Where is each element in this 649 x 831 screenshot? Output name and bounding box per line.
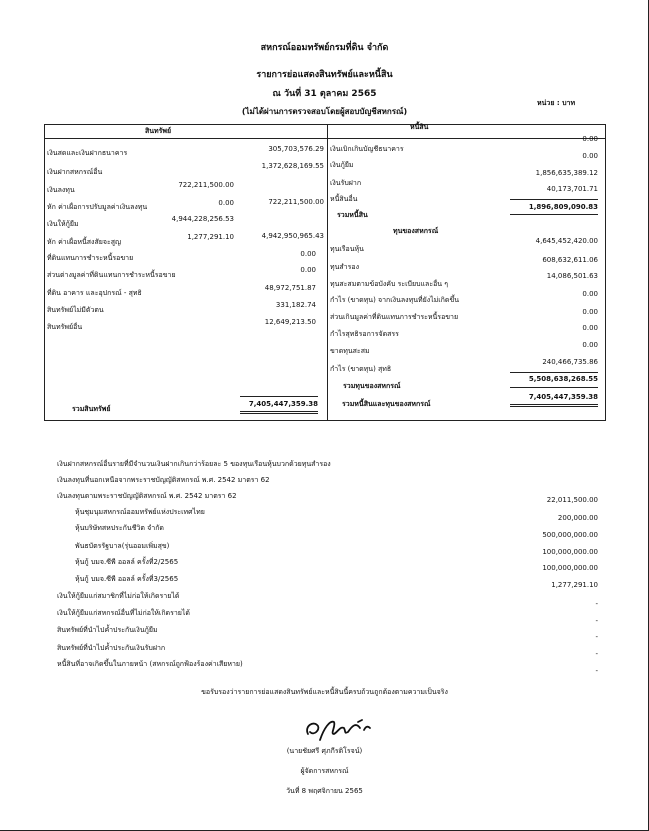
liabilities-total-value: 1,896,809,090.83 (528, 203, 598, 211)
assets-total-rule-top (240, 396, 318, 397)
note-value: 100,000,000.00 (542, 548, 598, 556)
note-label: เงินฝากสหกรณ์อื่นรายที่มีจำนวนเงินฝากเกินกว่าร้อยละ 5 ของทุนเรือนหุ้นบวกด้วยทุนสำรอง (57, 460, 331, 468)
equity-label: ทุนสำรอง (330, 263, 359, 271)
asset-label: หัก ค่าเผื่อการปรับมูลค่าเงินลงทุน (47, 203, 148, 211)
asset-label: เงินลงทุน (47, 186, 75, 194)
note-label: เงินให้กู้ยืมแก่สหกรณ์อื่นที่ไม่ก่อให้เกิดรายได้ (57, 609, 190, 617)
note-value: 22,011,500.00 (546, 496, 598, 504)
equity-value: 608,632,611.06 (542, 256, 598, 264)
equity-label: ขาดทุนสะสม (330, 347, 370, 355)
assets-total-rule-double (240, 413, 318, 414)
unit-label: หน่วย : บาท (537, 99, 576, 107)
note-label: เงินลงทุนที่นอกเหนือจากพระราชบัญญัติสหกรณ์ พ.ศ. 2542 มาตรา 62 (57, 476, 270, 484)
equity-heading: ทุนของสหกรณ์ (393, 227, 439, 235)
equity-value: 0.00 (582, 324, 598, 332)
asset-label: สินทรัพย์ไม่มีตัวตน (47, 306, 104, 314)
assets-total-rule-bottom (240, 411, 318, 412)
note-value: - (595, 600, 598, 608)
liability-value: 1,856,635,389.12 (535, 169, 598, 177)
liability-label: เงินกู้ยืม (330, 161, 354, 169)
asset-label: สินทรัพย์อื่น (47, 323, 83, 331)
asset-sub-value: 4,944,228,256.53 (171, 215, 234, 223)
note-label: หุ้นกู้ บมจ.ซีพี ออลล์ ครั้งที่3/2565 (75, 575, 179, 583)
asset-value: 4,942,950,965.43 (261, 232, 324, 240)
equity-value: 14,086,501.63 (546, 272, 598, 280)
note-value: 200,000.00 (557, 514, 598, 522)
asset-value: 305,703,576.29 (268, 145, 324, 153)
note-value: - (595, 650, 598, 658)
grand-total-rule-double (510, 406, 598, 407)
equity-value: 0.00 (582, 290, 598, 298)
signer-name: (นายชัยศรี ศุภกีรติโรจน์) (286, 747, 363, 755)
liabilities-heading: หนี้สิน (410, 123, 429, 131)
note-label: เงินลงทุนตามพระราชบัญญัติสหกรณ์ พ.ศ. 2542 มาตรา 62 (57, 492, 237, 500)
equity-total-rule-top (510, 372, 598, 373)
note-label: สินทรัพย์ที่นำไปค้ำประกันเงินกู้ยืม (57, 626, 158, 634)
equity-total-label: รวมทุนของสหกรณ์ (343, 382, 401, 390)
equity-label: กำไร (ขาดทุน) สุทธิ (330, 365, 392, 373)
equity-value: 4,645,452,420.00 (535, 237, 598, 245)
asset-sub-value: 722,211,500.00 (178, 181, 234, 189)
assets-total-label: รวมสินทรัพย์ (72, 405, 111, 413)
asset-label: เงินฝากสหกรณ์อื่น (47, 168, 103, 176)
report-date: ณ วันที่ 31 ตุลาคม 2565 (272, 89, 377, 99)
column-divider (327, 124, 328, 420)
equity-label: ทุนสะสมตามข้อบังคับ ระเบียบและอื่น ๆ (330, 280, 449, 288)
asset-label: เงินให้กู้ยืม (47, 220, 79, 228)
liability-label: หนี้สินอื่น (330, 195, 358, 203)
asset-label: ที่ดินแทนการชำระหนี้รอขาย (47, 254, 134, 262)
asset-value: 0.00 (300, 250, 316, 258)
signature-image (300, 712, 380, 744)
equity-label: ทุนเรือนหุ้น (330, 245, 364, 253)
asset-value: 0.00 (300, 266, 316, 274)
note-label: หนี้สินที่อาจเกิดขึ้นในภายหน้า (สหกรณ์ถูกฟ้องร้องค่าเสียหาย) (57, 660, 243, 668)
note-value: - (595, 617, 598, 625)
note-value: 100,000,000.00 (542, 564, 598, 572)
note-value: 500,000,000.00 (542, 531, 598, 539)
grand-total-value: 7,405,447,359.38 (528, 393, 598, 401)
asset-label: หัก ค่าเผื่อหนี้สงสัยจะสูญ (47, 238, 121, 246)
certify-statement: ขอรับรองว่ารายการย่อแสดงสินทรัพย์และหนี้สินนี้ครบถ้วนถูกต้องตามความเป็นจริง (201, 688, 448, 696)
note-label: หุ้นกู้ บมจ.ซีพี ออลล์ ครั้งที่2/2565 (75, 558, 179, 566)
note-value: 1,277,291.10 (551, 581, 598, 589)
asset-value: 722,211,500.00 (268, 198, 324, 206)
asset-label: ส่วนต่างมูลค่าที่ดินแทนการชำระหนี้รอขาย (47, 271, 176, 279)
equity-label: กำไร (ขาดทุน) จากเงินลงทุนที่ยังไม่เกิดขึ้น (330, 296, 460, 304)
liabilities-total-rule-top (510, 199, 598, 200)
note-label: สินทรัพย์ที่นำไปค้ำประกันเงินรับฝาก (57, 644, 166, 652)
note-label: หุ้นชุมนุมสหกรณ์ออมทรัพย์แห่งประเทศไทย (75, 508, 205, 516)
liabilities-total-label: รวมหนี้สิน (337, 211, 368, 219)
asset-value: 1,372,628,169.55 (261, 162, 324, 170)
grand-total-label: รวมหนี้สินและทุนของสหกรณ์ (342, 400, 431, 408)
asset-value: 331,182.74 (275, 301, 316, 309)
equity-value: 240,466,735.86 (542, 358, 598, 366)
liability-label: เงินเบิกเกินบัญชีธนาคาร (330, 145, 404, 153)
report-title: รายการย่อแสดงสินทรัพย์และหนี้สิน (256, 70, 393, 80)
equity-value: 0.00 (582, 341, 598, 349)
note-label: เงินให้กู้ยืมแก่สมาชิกที่ไม่ก่อให้เกิดรายได้ (57, 592, 180, 600)
note-label: หุ้นบริษัทสหประกันชีวิต จำกัด (75, 524, 164, 532)
equity-value: 0.00 (582, 308, 598, 316)
asset-value: 12,649,213.50 (264, 318, 316, 326)
signer-title: ผู้จัดการสหกรณ์ (300, 767, 349, 775)
liability-label: เงินรับฝาก (330, 179, 362, 187)
asset-sub-value: 1,277,291.10 (187, 233, 234, 241)
signature-date: วันที่ 8 พฤศจิกายน 2565 (286, 787, 363, 795)
liability-value: 0.00 (582, 152, 598, 160)
note-value: - (595, 667, 598, 675)
equity-total-value: 5,508,638,268.55 (528, 375, 598, 383)
asset-label: เงินสดและเงินฝากธนาคาร (47, 149, 128, 157)
asset-value: 48,972,751.87 (264, 284, 316, 292)
audit-note: (ไม่ได้ผ่านการตรวจสอบโดยผู้สอบบัญชีสหกรณ์) (241, 107, 408, 116)
org-name: สหกรณ์ออมทรัพย์กรมที่ดิน จำกัด (260, 43, 389, 53)
asset-sub-value: 0.00 (218, 199, 234, 207)
note-label: พันธบัตรรัฐบาล(รุ่นออมเพิ่มสุข) (75, 542, 170, 550)
liability-value: 0.00 (582, 135, 598, 143)
assets-heading: สินทรัพย์ (145, 127, 172, 135)
asset-label: ที่ดิน อาคาร และอุปกรณ์ - สุทธิ (47, 289, 142, 297)
liabilities-total-rule-bottom (510, 214, 598, 215)
equity-label: กำไรสุทธิรอการจัดสรร (330, 330, 399, 338)
equity-label: ส่วนเกินมูลค่าที่ดินแทนการชำระหนี้รอขาย (330, 313, 459, 321)
note-value: - (595, 633, 598, 641)
liability-value: 40,173,701.71 (546, 185, 598, 193)
assets-total-value: 7,405,447,359.38 (248, 400, 318, 408)
equity-total-rule-bottom (510, 387, 598, 388)
grand-total-rule-bottom (510, 404, 598, 405)
